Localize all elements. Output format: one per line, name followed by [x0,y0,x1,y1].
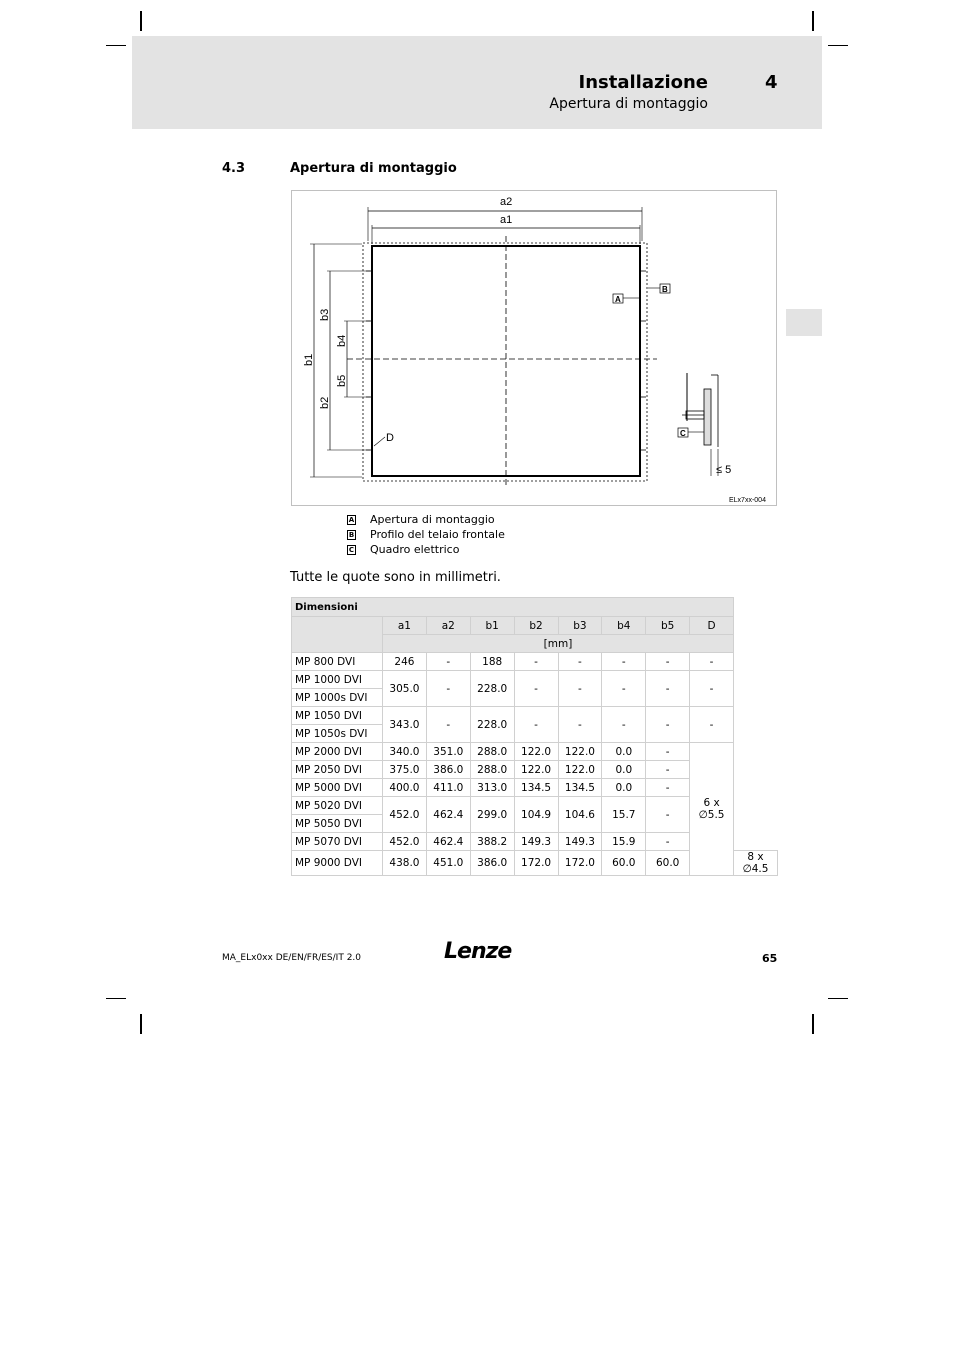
label-le5: ≤ 5 [716,464,732,476]
col-header: D [690,617,734,635]
legend-text: Apertura di montaggio [370,513,495,526]
label-b4: b4 [336,334,348,347]
col-header: b5 [646,617,690,635]
table-row: MP 5070 DVI 452.0 462.4 388.2 149.3 149.3 15.9 - [292,833,778,851]
legend-item [347,528,505,541]
table-row: MP 5050 DVI [292,815,778,833]
table-row: MP 1050s DVI [292,725,778,743]
lenze-logo: Lenze [444,939,512,964]
marker-A: A [615,295,621,304]
crop-mark [828,998,848,999]
table-row: MP 9000 DVI 438.0 451.0 386.0 172.0 172.0 60.0 60.0 8 x ∅4.5 [292,851,778,876]
table-header-row [292,617,778,635]
chapter-title: Installazione [578,72,708,93]
crop-mark [828,45,848,46]
chapter-side-tab [786,309,822,336]
table-row: MP 1050 DVI 343.0 - 228.0 - - - - - [292,707,778,725]
col-header: b1 [470,617,514,635]
unit-label: [mm] [383,635,734,653]
marker-B: B [662,285,668,294]
figure-id: ELx7xx-004 [729,497,766,504]
legend-item [347,513,495,526]
crop-mark [106,45,126,46]
marker-C: C [680,429,686,438]
col-header: b3 [558,617,602,635]
col-header: b4 [602,617,646,635]
label-b2: b2 [319,396,331,409]
label-a2: a2 [500,196,513,208]
col-header: a1 [383,617,427,635]
crop-mark [812,1014,814,1034]
label-b5: b5 [336,374,348,387]
table-row: MP 5000 DVI 400.0 411.0 313.0 134.5 134.5 0.0 - [292,779,778,797]
D-group-cell: 6 x ∅5.5 [690,743,734,876]
legend-key: B [348,531,355,539]
table-row: MP 2050 DVI 375.0 386.0 288.0 122.0 122.0 0.0 - [292,761,778,779]
table-title-row [292,598,778,617]
legend-text: Quadro elettrico [370,543,460,556]
col-header: a2 [426,617,470,635]
table-row: MP 2000 DVI 340.0 351.0 288.0 122.0 122.0 0.0 - 6 x ∅5.5 [292,743,778,761]
page-number: 65 [762,952,778,965]
table-row: MP 1000s DVI [292,689,778,707]
chapter-subtitle: Apertura di montaggio [549,96,708,112]
table-title: Dimensioni [292,598,734,617]
section-title: Apertura di montaggio [290,161,457,176]
header-band [132,36,822,129]
legend-key: C [348,546,355,554]
legend-text: Profilo del telaio frontale [370,528,505,541]
label-D: D [386,432,394,444]
label-b1: b1 [303,353,315,366]
mounting-cutout-diagram [291,190,777,506]
crop-mark [140,11,142,31]
table-row: MP 800 DVI 246 - 188 - - - - - [292,653,778,671]
label-b3: b3 [319,308,331,321]
chapter-number: 4 [765,72,778,93]
table-row: MP 1000 DVI 305.0 - 228.0 - - - - - [292,671,778,689]
crop-mark [812,11,814,31]
document-id: MA_ELx0xx DE/EN/FR/ES/IT 2.0 [222,953,362,963]
crop-mark [140,1014,142,1034]
crop-mark [106,998,126,999]
col-header: b2 [514,617,558,635]
legend-key: A [348,516,355,524]
dimensions-table [291,597,778,876]
label-a1: a1 [500,214,513,226]
legend-item [347,543,459,556]
units-note: Tutte le quote sono in millimetri. [290,570,501,585]
table-row: MP 5020 DVI 452.0 462.4 299.0 104.9 104.6 15.7 - [292,797,778,815]
section-number: 4.3 [222,161,246,176]
